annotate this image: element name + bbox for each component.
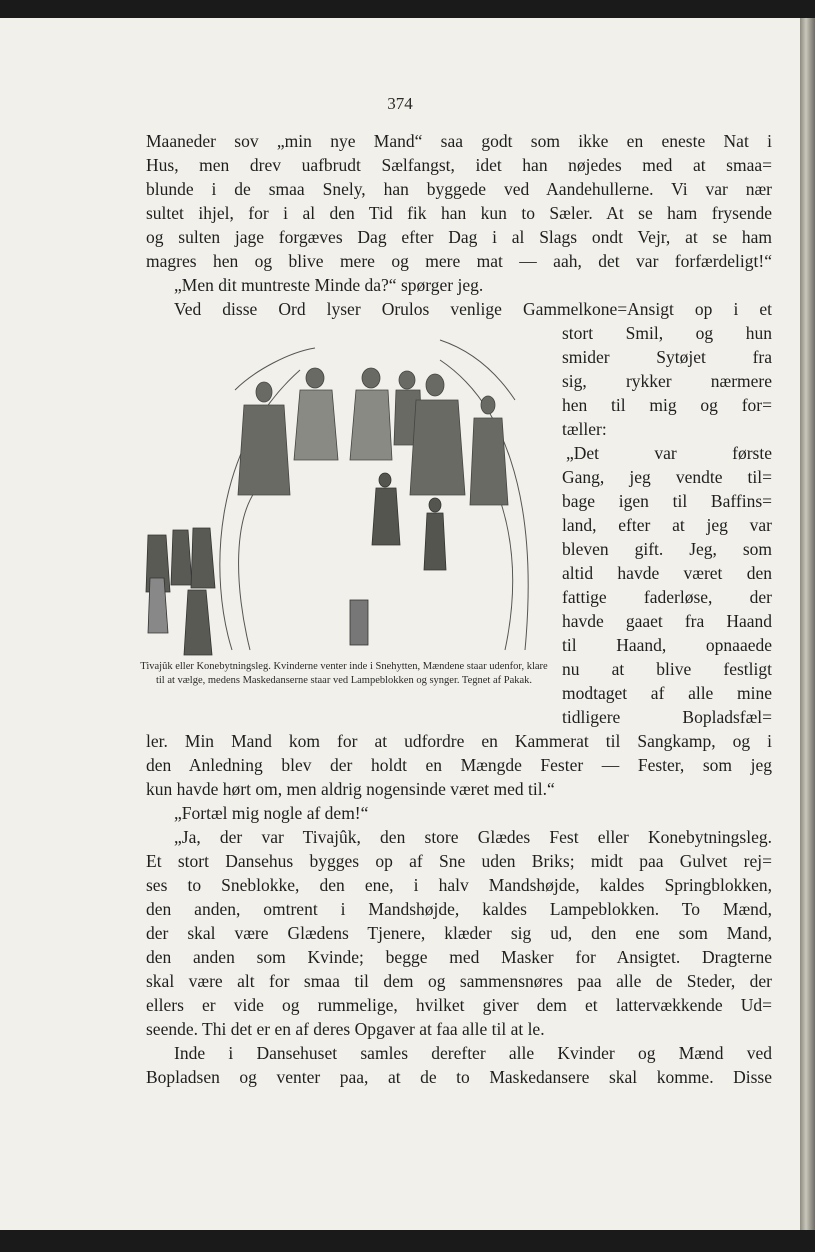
text-line: „Fortæl mig nogle af dem!“ [174, 803, 369, 823]
text-line: Gang, jeg vendte til= [562, 467, 772, 487]
text-line: nu at blive festligt [562, 659, 772, 679]
text-line: ler. Min Mand kom for at udfordre en Kammerat til Sangkamp, og i [146, 731, 772, 751]
text-line: land, efter at jeg var [562, 515, 772, 535]
text-line: fattige faderløse, der [562, 587, 772, 607]
text-line: skal være alt for smaa til dem og sammensnøres paa alle de Steder, der [146, 971, 772, 991]
page-edge [800, 18, 815, 1230]
text-line: kun havde hørt om, men aldrig nogensinde været med til.“ [146, 779, 555, 799]
text-line: blunde i de smaa Snely, han byggede ved Aandehullerne. Vi var nær [146, 179, 772, 199]
text-line: hen til mig og for= [562, 395, 772, 415]
text-line: tæller: [562, 419, 607, 439]
text-line: altid havde været den [562, 563, 772, 583]
text-line: modtaget af alle mine [562, 683, 772, 703]
page-number: 374 [387, 94, 413, 113]
illustration-drawing [140, 330, 545, 660]
text-line: magres hen og blive mere og mere mat — aah, det var forfærdeligt!“ [146, 251, 772, 271]
text-line: og sulten jage forgæves Dag efter Dag i al Slags ondt Vejr, at se ham [146, 227, 772, 247]
text-line: den anden som Kvinde; begge med Masker for Ansigtet. Dragterne [146, 947, 772, 967]
text-line: til Haand, opnaaede [562, 635, 772, 655]
text-line: Et stort Dansehus bygges op af Sne uden Briks; midt paa Gulvet rej= [146, 851, 772, 871]
text-line: „Det var første [566, 443, 772, 463]
figure-caption: Tivajûk eller Konebytningsleg. Kvinderne venter inde i Snehytten, Mændene staar udenfor, klare til at vælge, medens Maskedanserne staar ved Lampeblokken og synger. Tegnet af Pakak. [140, 661, 548, 686]
text-line: sig, rykker nærmere [562, 371, 772, 391]
text-line: bage igen til Baffins= [562, 491, 772, 511]
scan-border-bottom [0, 1230, 815, 1252]
text-line: Ved disse Ord lyser Orulos venlige Gammelkone=Ansigt op i et [174, 299, 772, 319]
text-line: der skal være Glædens Tjenere, klæder sig ud, den ene som Mand, [146, 923, 772, 943]
text-line: Bopladsen og venter paa, at de to Maskedansere skal komme. Disse [146, 1067, 772, 1087]
text-line: ses to Sneblokke, den ene, i halv Mandshøjde, kaldes Springblokken, [146, 875, 772, 895]
text-line: „Men dit muntreste Minde da?“ spørger jeg. [174, 275, 484, 295]
text-line: „Ja, der var Tivajûk, den store Glædes Fest eller Konebytningsleg. [174, 827, 772, 847]
text-line: smider Sytøjet fra [562, 347, 772, 367]
text-line: sultet ihjel, for i al den Tid fik han kun to Sæler. At se ham frysende [146, 203, 772, 223]
text-line: Inde i Dansehuset samles derefter alle Kvinder og Mænd ved [174, 1043, 772, 1063]
text-line: seende. Thi det er en af deres Opgaver at faa alle til at le. [146, 1019, 545, 1039]
text-line: stort Smil, og hun [562, 323, 772, 343]
text-line: tidligere Bopladsfæl= [562, 707, 772, 727]
text-line: den anden, omtrent i Mandshøjde, kaldes Lampeblokken. To Mænd, [146, 899, 772, 919]
text-line: havde gaaet fra Haand [562, 611, 772, 631]
text-line: Maaneder sov „min nye Mand“ saa godt som ikke en eneste Nat i [146, 131, 772, 151]
text-line: ellers er vide og rummelige, hvilket giver dem et lattervækkende Ud= [146, 995, 772, 1015]
text-line: bleven gift. Jeg, som [562, 539, 772, 559]
text-line: den Anledning blev der holdt en Mængde Fester — Fester, som jeg [146, 755, 772, 775]
scan-border-top [0, 0, 815, 18]
text-line: Hus, men drev uafbrudt Sælfangst, idet han nøjedes med at smaa= [146, 155, 772, 175]
